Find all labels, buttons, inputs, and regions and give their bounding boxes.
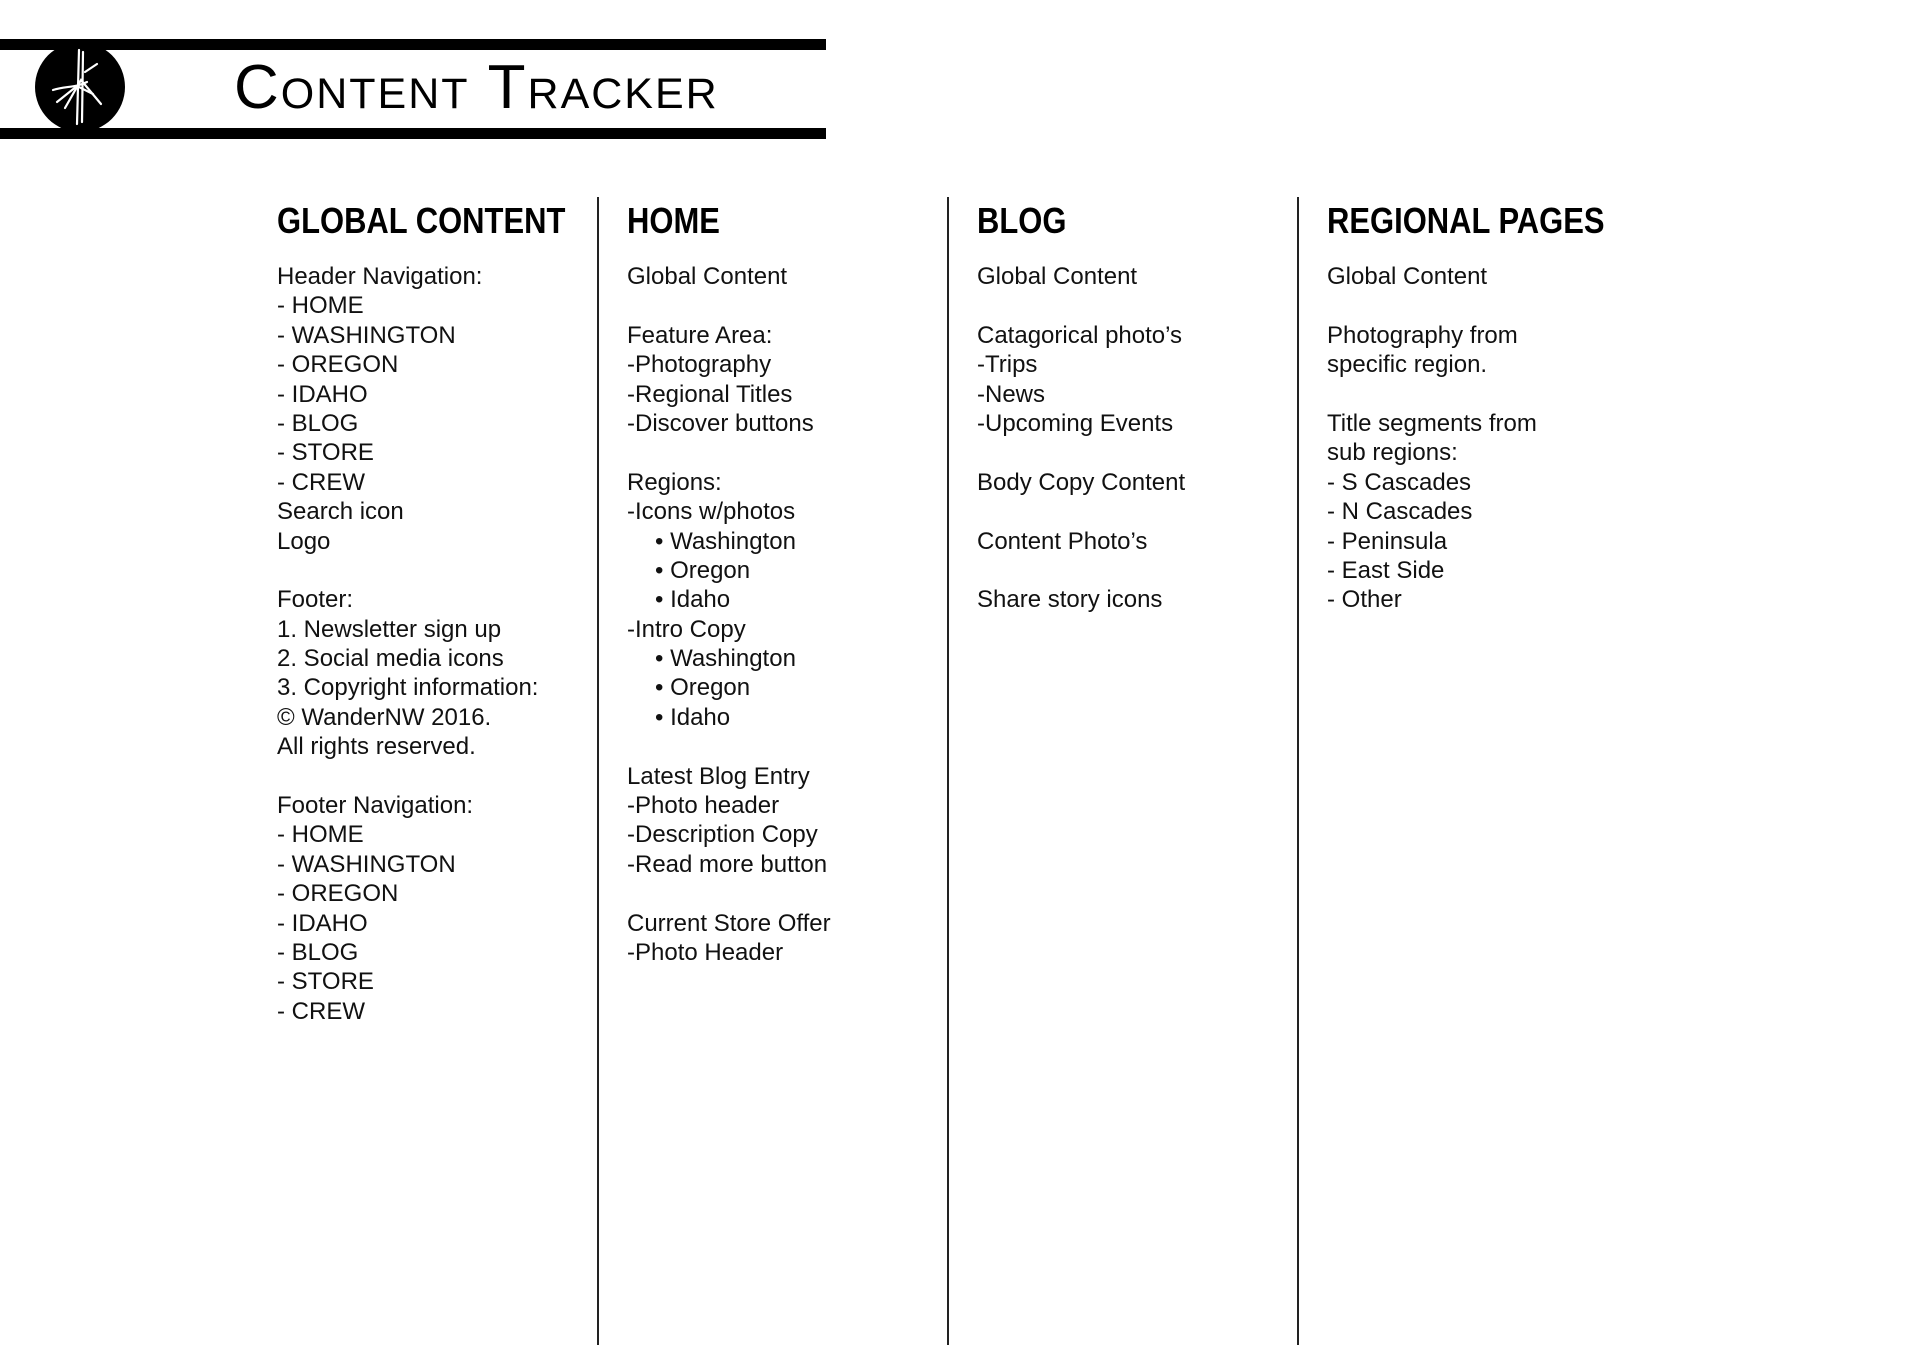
list-item: -Regional Titles [627, 380, 793, 408]
list-item: Global Content [627, 263, 788, 290]
spacer [977, 438, 1307, 467]
list-item: Footer Navigation: [277, 792, 474, 820]
list-item: - Peninsula [1327, 527, 1448, 555]
spacer [1327, 291, 1657, 320]
list-item: • Oregon [655, 674, 751, 702]
column-heading: GLOBAL CONTENT [277, 200, 566, 241]
list-item: -Upcoming Events [977, 409, 1174, 437]
wandernw-logo-icon [35, 42, 125, 132]
list-item: - OREGON [277, 880, 399, 908]
list-item: Global Content [1327, 263, 1488, 290]
list-item: Regions: [627, 468, 722, 496]
list-item: - CREW [277, 468, 365, 496]
list-item: Search icon [277, 498, 404, 526]
list-item: -Description Copy [627, 821, 818, 849]
list-item: Feature Area: [627, 321, 773, 349]
list-item: Photography from [1327, 321, 1518, 349]
list-item: -Read more button [627, 850, 828, 878]
column-lines [627, 262, 957, 967]
spacer [277, 556, 607, 585]
list-item: Header Navigation: [277, 263, 483, 290]
column-heading: REGIONAL PAGES [1327, 200, 1605, 241]
list-item: Footer: [277, 586, 354, 614]
list-item: specific region. [1327, 351, 1488, 379]
list-item: Title segments from [1327, 409, 1537, 437]
list-item: Content Photo’s [977, 527, 1148, 555]
list-item: -News [977, 380, 1046, 408]
list-item: Global Content [977, 263, 1138, 290]
list-item: - HOME [277, 292, 364, 320]
list-item: Latest Blog Entry [627, 762, 810, 790]
list-item: -Photography [627, 351, 772, 379]
list-item: Current Store Offer [627, 909, 831, 937]
list-item: sub regions: [1327, 439, 1458, 467]
list-item: 1. Newsletter sign up [277, 615, 502, 643]
list-item: Logo [277, 527, 331, 555]
list-item: - CREW [277, 997, 365, 1025]
list-item: -Photo Header [627, 938, 784, 966]
column-global-content [277, 198, 607, 1026]
list-item: Catagorical photo’s [977, 321, 1183, 349]
spacer [977, 291, 1307, 320]
spacer [627, 438, 957, 467]
list-item: - East Side [1327, 556, 1445, 584]
page-title: Content Tracker [234, 53, 719, 122]
list-item: - STORE [277, 968, 374, 996]
list-item: Share story icons [977, 586, 1163, 614]
list-item: - WASHINGTON [277, 321, 456, 349]
list-item: - IDAHO [277, 380, 368, 408]
list-item: • Idaho [655, 703, 731, 731]
list-item: -Icons w/photos [627, 498, 796, 526]
list-item: - OREGON [277, 351, 399, 379]
list-item: - WASHINGTON [277, 850, 456, 878]
spacer [277, 762, 607, 791]
spacer [977, 497, 1307, 526]
list-item: - IDAHO [277, 909, 368, 937]
column-home [627, 198, 957, 967]
list-item: - HOME [277, 821, 364, 849]
column-blog [977, 198, 1307, 615]
list-item: -Intro Copy [627, 615, 746, 643]
spacer [1327, 380, 1657, 409]
column-lines [977, 262, 1307, 615]
list-item: - BLOG [277, 409, 359, 437]
column-lines [277, 262, 607, 1026]
list-item: Body Copy Content [977, 468, 1186, 496]
list-item: © WanderNW 2016. [277, 703, 492, 731]
list-item: -Discover buttons [627, 409, 814, 437]
column-lines [1327, 262, 1657, 615]
column-heading: BLOG [977, 200, 1067, 241]
spacer [627, 879, 957, 908]
column-regional-pages [1327, 198, 1657, 615]
list-item: -Trips [977, 351, 1038, 379]
list-item: - Other [1327, 586, 1402, 614]
list-item: - BLOG [277, 938, 359, 966]
spacer [977, 556, 1307, 585]
spacer [627, 732, 957, 761]
list-item: • Idaho [655, 586, 731, 614]
list-item: All rights reserved. [277, 733, 476, 761]
column-heading: HOME [627, 200, 720, 241]
list-item: - N Cascades [1327, 498, 1473, 526]
list-item: • Washington [655, 645, 796, 673]
list-item: - S Cascades [1327, 468, 1472, 496]
list-item: - STORE [277, 439, 374, 467]
spacer [627, 291, 957, 320]
list-item: -Photo header [627, 792, 780, 820]
list-item: • Oregon [655, 556, 751, 584]
list-item: • Washington [655, 527, 796, 555]
list-item: 2. Social media icons [277, 645, 504, 673]
list-item: 3. Copyright information: [277, 674, 539, 702]
